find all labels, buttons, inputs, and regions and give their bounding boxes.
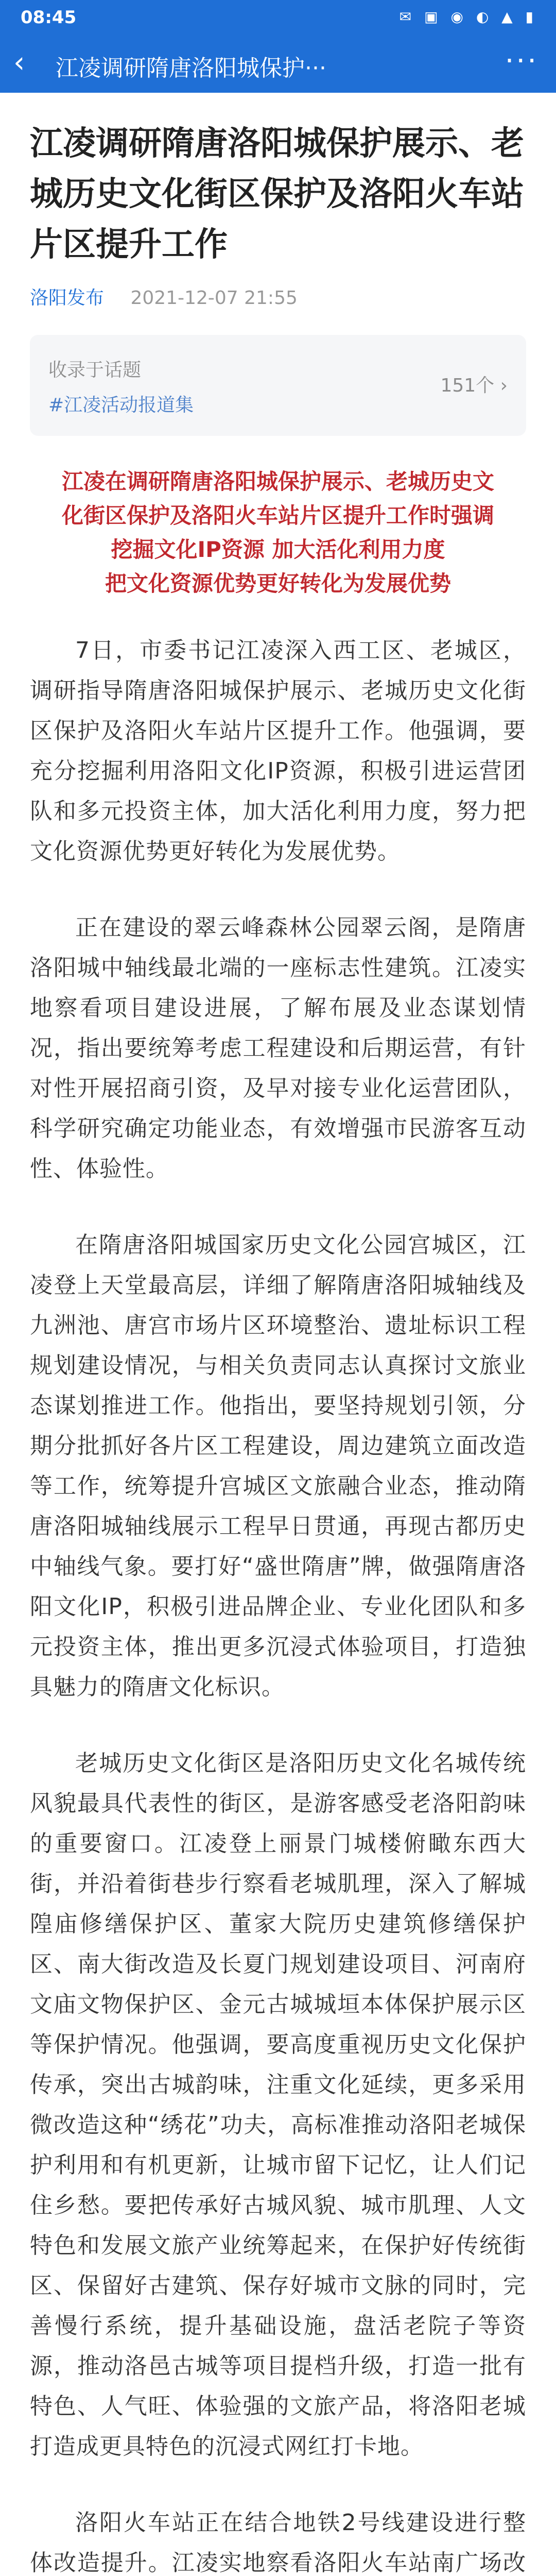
article-datetime: 2021-12-07 21:55 [130, 287, 298, 309]
status-time: 08:45 [21, 7, 77, 28]
top-navigation-bar [0, 35, 556, 93]
lede-line: 江凌在调研隋唐洛阳城保护展示、老城历史文 [61, 469, 494, 494]
article-paragraph: 7日，市委书记江凌深入西工区、老城区，调研指导隋唐洛阳城保护展示、老城历史文化街区保护及洛阳火车站片区提升工作。他强调，要充分挖掘利用洛阳文化IP资源，积极引进运营团队和多元投资主体，加大活化利用力度，努力把文化资源优势更好转化为发展优势。 [30, 637, 526, 865]
article-paragraph: 老城历史文化街区是洛阳历史文化名城传统风貌最具代表性的街区，是游客感受老洛阳韵味的重要窗口。江凌登上丽景门城楼俯瞰东西大街，并沿着街巷步行察看老城肌理，深入了解城隍庙修缮保护区、董家大院历史建筑修缮保护区、南大街改造及长夏门规划建设项目、河南府文庙文物保护区、金元古城城垣本体保护展示区等保护情况。他强调，要高度重视历史文化保护传承，突出古城韵味，注重文化延续，更多采用微改造这种“绣花”功夫，高标准推动洛阳老城保护利用和有机更新，让城市留下记忆，让人们记住乡愁。要把传承好古城风貌、城市肌理、人文特色和发展文旅产业统筹起来，在保护好传统街区、保留好古建筑、保存好城市文脉的同时，完善慢行系统，提升基础设施，盘活老院子等资源，推动洛邑古城等项目提档升级，打造一批有特色、人气旺、体验强的文旅产品，将洛阳老城打造成更具特色的沉浸式网红打卡地。 [30, 1750, 526, 2460]
status-icons: ✉ ▣ ◉ ◐ ▲ ▮ [399, 8, 537, 25]
status-bar [0, 0, 556, 35]
more-icon[interactable]: ··· [505, 44, 538, 78]
article-paragraph: 正在建设的翠云峰森林公园翠云阁，是隋唐洛阳城中轴线最北端的一座标志性建筑。江凌实地察看项目建设进展，了解布展及业态谋划情况，指出要统筹考虑工程建设和后期运营，有针对性开展招商引资，及早对接专业化运营团队，科学研究确定功能业态，有效增强市民游客互动性、体验性。 [30, 914, 526, 1182]
lede-line: 挖掘文化IP资源 加大活化利用力度 [111, 537, 445, 562]
article-lede [30, 465, 526, 601]
lede-line: 把文化资源优势更好转化为发展优势 [105, 571, 451, 596]
article-content [30, 118, 526, 2576]
article-meta [30, 283, 526, 314]
article-paragraph: 在隋唐洛阳城国家历史文化公园宫城区，江凌登上天堂最高层，详细了解隋唐洛阳城轴线及九洲池、唐宫市场片区环境整治、遗址标识工程规划建设情况，与相关负责同志认真探讨文旅业态谋划推进工作。他指出，要坚持规划引领，分期分批抓好各片区工程建设，周边建筑立面改造等工作，统筹提升宫城区文旅融合业态，推动隋唐洛阳城轴线展示工程早日贯通，再现古都历史中轴线气象。要打好“盛世隋唐”牌，做强隋唐洛阳文化IP，积极引进品牌企业、专业化团队和多元投资主体，推出更多沉浸式体验项目，打造独具魅力的隋唐文化标识。 [30, 1232, 526, 1700]
article-source-link[interactable]: 洛阳发布 [30, 287, 105, 309]
topic-card[interactable] [30, 335, 526, 436]
chevron-left-icon[interactable]: ‹ [13, 46, 25, 79]
article-headline: 江凌调研隋唐洛阳城保护展示、老城历史文化街区保护及洛阳火车站片区提升工作 [30, 125, 524, 264]
lede-line: 化街区保护及洛阳火车站片区提升工作时强调 [61, 503, 494, 528]
nav-title: 江凌调研隋唐洛阳城保护··· [56, 55, 326, 81]
topic-count: 151个 › [440, 375, 508, 396]
article-paragraph: 洛阳火车站正在结合地铁2号线建设进行整体改造提升。江凌实地察看洛阳火车站南广场改 [30, 2510, 526, 2576]
topic-label: 收录于话题 [48, 360, 142, 381]
topic-name[interactable]: #江凌活动报道集 [48, 395, 194, 416]
